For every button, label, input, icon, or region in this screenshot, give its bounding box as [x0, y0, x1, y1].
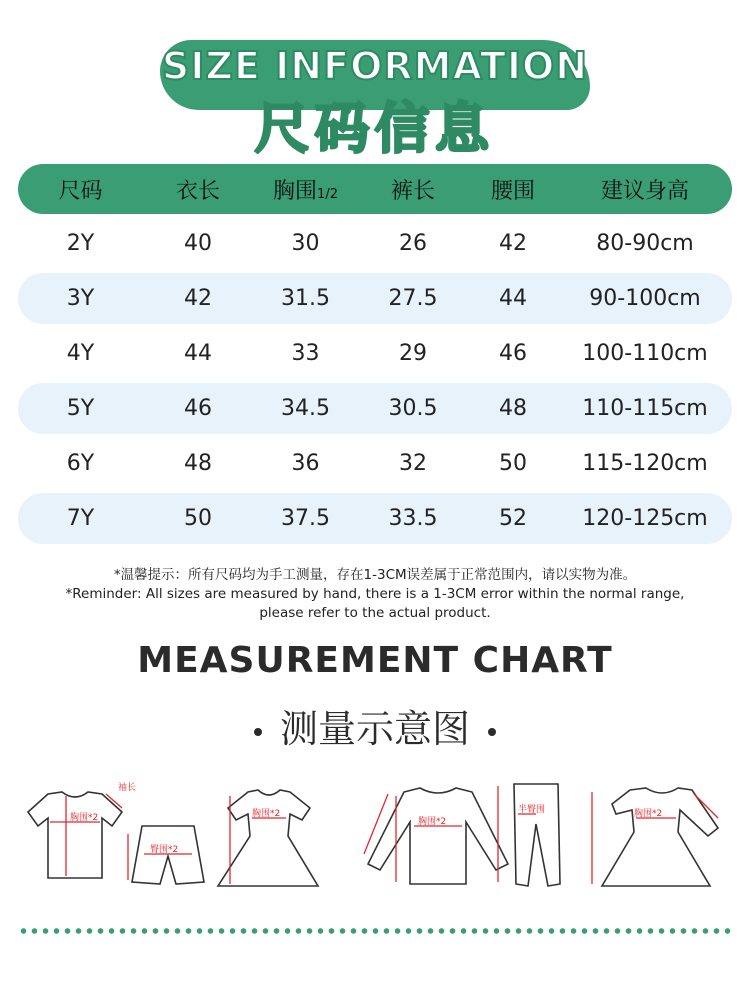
table-row: [18, 328, 732, 379]
measurement-diagrams: [18, 774, 732, 894]
label-hip: 臀围*2: [150, 845, 179, 855]
cell-size: 2Y: [66, 231, 95, 256]
cell-height: 100-110cm: [582, 341, 708, 366]
bottom-dotted-divider: [18, 928, 732, 934]
cell-pants: 32: [399, 451, 427, 476]
cell-height: 115-120cm: [582, 451, 708, 476]
cell-height: 80-90cm: [596, 231, 694, 256]
label-chest-1: 胸围*2: [70, 813, 99, 823]
measurement-title-cn-wrap: [0, 698, 750, 753]
shorts-diagram: [128, 826, 204, 884]
col-height-header: 建议身高: [600, 178, 689, 204]
cell-waist: 50: [499, 451, 527, 476]
table-row: [18, 383, 732, 434]
bullet-dot-left: [254, 728, 262, 736]
cell-length: 40: [184, 231, 212, 256]
cell-waist: 44: [499, 286, 527, 311]
col-length-header: 衣长: [175, 178, 220, 204]
cell-chest: 30: [291, 231, 320, 256]
header-title-en: SIZE INFORMATION: [161, 44, 589, 88]
cell-chest: 34.5: [281, 396, 330, 421]
cell-waist: 48: [499, 396, 527, 421]
cell-size: 6Y: [66, 451, 95, 476]
chest-suffix: 1/2: [317, 186, 338, 202]
label-chest-2: 胸围*2: [252, 809, 281, 819]
note-en-2: please refer to the actual product.: [259, 605, 491, 621]
cell-size: 5Y: [66, 396, 95, 421]
cell-pants: 26: [399, 231, 427, 256]
size-table: [18, 164, 732, 544]
cell-height: 110-115cm: [582, 396, 708, 421]
cell-height: 120-125cm: [582, 506, 708, 531]
page-header: [150, 22, 600, 160]
cell-length: 44: [184, 341, 212, 366]
label-half-hip: 半臀围: [518, 805, 546, 815]
cell-length: 42: [184, 286, 212, 311]
cell-chest: 33: [291, 341, 320, 366]
note-cn: *温馨提示：所有尺码均为手工测量，存在1-3CM误差属于正常范围内，请以实物为准。: [113, 567, 637, 583]
notes: [0, 566, 750, 623]
header-title-cn: 尺码信息: [255, 97, 495, 160]
measurement-title-en: MEASUREMENT CHART: [137, 640, 613, 681]
table-row: [18, 273, 732, 324]
cell-pants: 30.5: [388, 396, 438, 421]
cell-pants: 27.5: [388, 286, 438, 311]
table-row: [18, 438, 732, 489]
cell-length: 48: [184, 451, 212, 476]
label-chest-4: 胸围*2: [634, 809, 663, 819]
cell-height: 90-100cm: [589, 286, 701, 311]
cell-size: 3Y: [66, 286, 95, 311]
cell-waist: 42: [499, 231, 527, 256]
cell-pants: 33.5: [388, 506, 438, 531]
col-size-header: 尺码: [58, 178, 103, 204]
longsleeve-diagram: [364, 788, 508, 884]
cell-length: 50: [184, 506, 212, 531]
tshirt-diagram: [28, 781, 136, 878]
cell-chest: 36: [291, 451, 320, 476]
dress-diagram-2: [592, 788, 718, 886]
cell-length: 46: [184, 396, 212, 421]
note-en-1: *Reminder: All sizes are measured by hand, there is a 1-3CM error within the normal range,: [65, 586, 685, 602]
measurement-title-cn: 测量示意图: [279, 707, 470, 751]
cell-pants: 29: [399, 341, 427, 366]
label-chest-3: 胸围*2: [418, 817, 447, 827]
cell-chest: 31.5: [281, 286, 330, 311]
cell-size: 4Y: [66, 341, 95, 366]
pants-diagram: [498, 784, 560, 886]
col-pants-header: 裤长: [390, 178, 435, 204]
table-row: [18, 493, 732, 544]
col-waist-header: 腰围: [490, 178, 535, 204]
bullet-dot-right: [488, 728, 496, 736]
label-sleeve-1: 袖长: [118, 783, 137, 793]
cell-size: 7Y: [66, 506, 95, 531]
cell-chest: 37.5: [281, 506, 330, 531]
cell-waist: 52: [499, 506, 527, 531]
table-body: [18, 218, 732, 544]
cell-waist: 46: [499, 341, 527, 366]
col-chest-header: 胸围1/2: [273, 178, 338, 204]
dress-diagram-1: [218, 790, 318, 886]
table-row: [18, 218, 732, 269]
table-header-row: [18, 164, 732, 214]
